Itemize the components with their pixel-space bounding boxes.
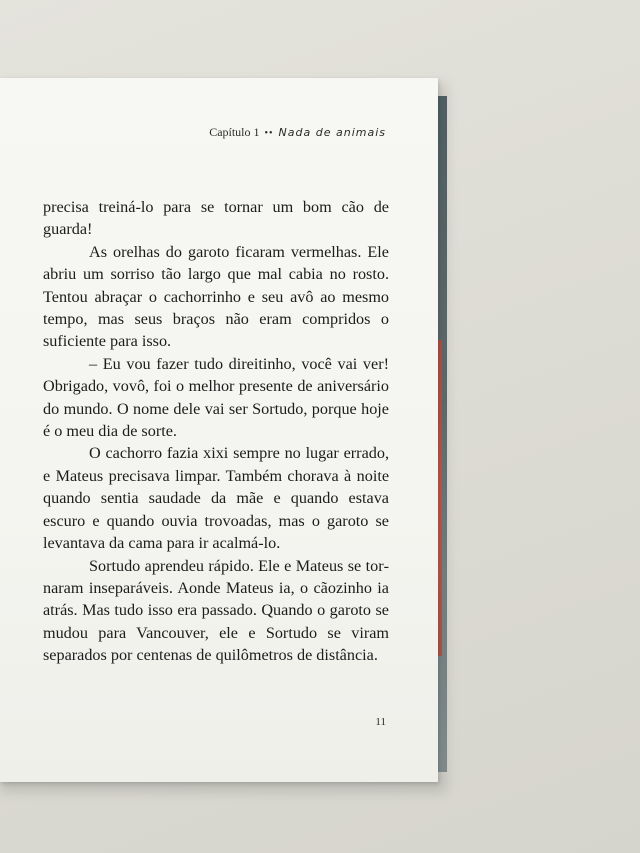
chapter-title: Nada de animais xyxy=(278,126,386,139)
page-number: 11 xyxy=(375,716,386,728)
paragraph: O cachorro fazia xixi sempre no lugar errado, e Mateus precisava limpar. Também chorava à noite quando sentia saudade da mãe e quando estava escuro e quando ouvia trovoadas, mas o garoto se levantava da cama para ir acalmá-lo. xyxy=(43,444,389,553)
paragraph: – Eu vou fazer tudo direitinho, você vai ver! Obrigado, vovô, foi o melhor presente de aniversário do mundo. O nome dele vai ser Sortudo, porque hoje é o meu dia de sorte. xyxy=(43,354,389,441)
running-head xyxy=(209,125,386,140)
book-page xyxy=(0,78,438,782)
paragraph: As orelhas do garoto ficaram vermelhas. Ele abriu um sorriso tão largo que mal cabia no rosto. Tentou abraçar o cachorrinho e seu avô ao mesmo tempo, mas seus braços não eram compridos o suficiente para isso. xyxy=(43,242,389,351)
paragraph: Sortudo aprendeu rápido. Ele e Mateus se tornaram inseparáveis. Aonde Mateus ia, o cãozinho ia atrás. Mas tudo isso era passado. Quando o garoto se mudou para Vancouver, ele e Sortudo se viram separados por centenas de quilômetros de distância. xyxy=(43,556,389,665)
paragraph: precisa treiná-lo para se tornar um bom cão de guarda! xyxy=(43,198,389,239)
separator-dots: •• xyxy=(264,128,274,139)
body-text xyxy=(43,196,389,667)
chapter-label: Capítulo 1 xyxy=(209,125,260,139)
